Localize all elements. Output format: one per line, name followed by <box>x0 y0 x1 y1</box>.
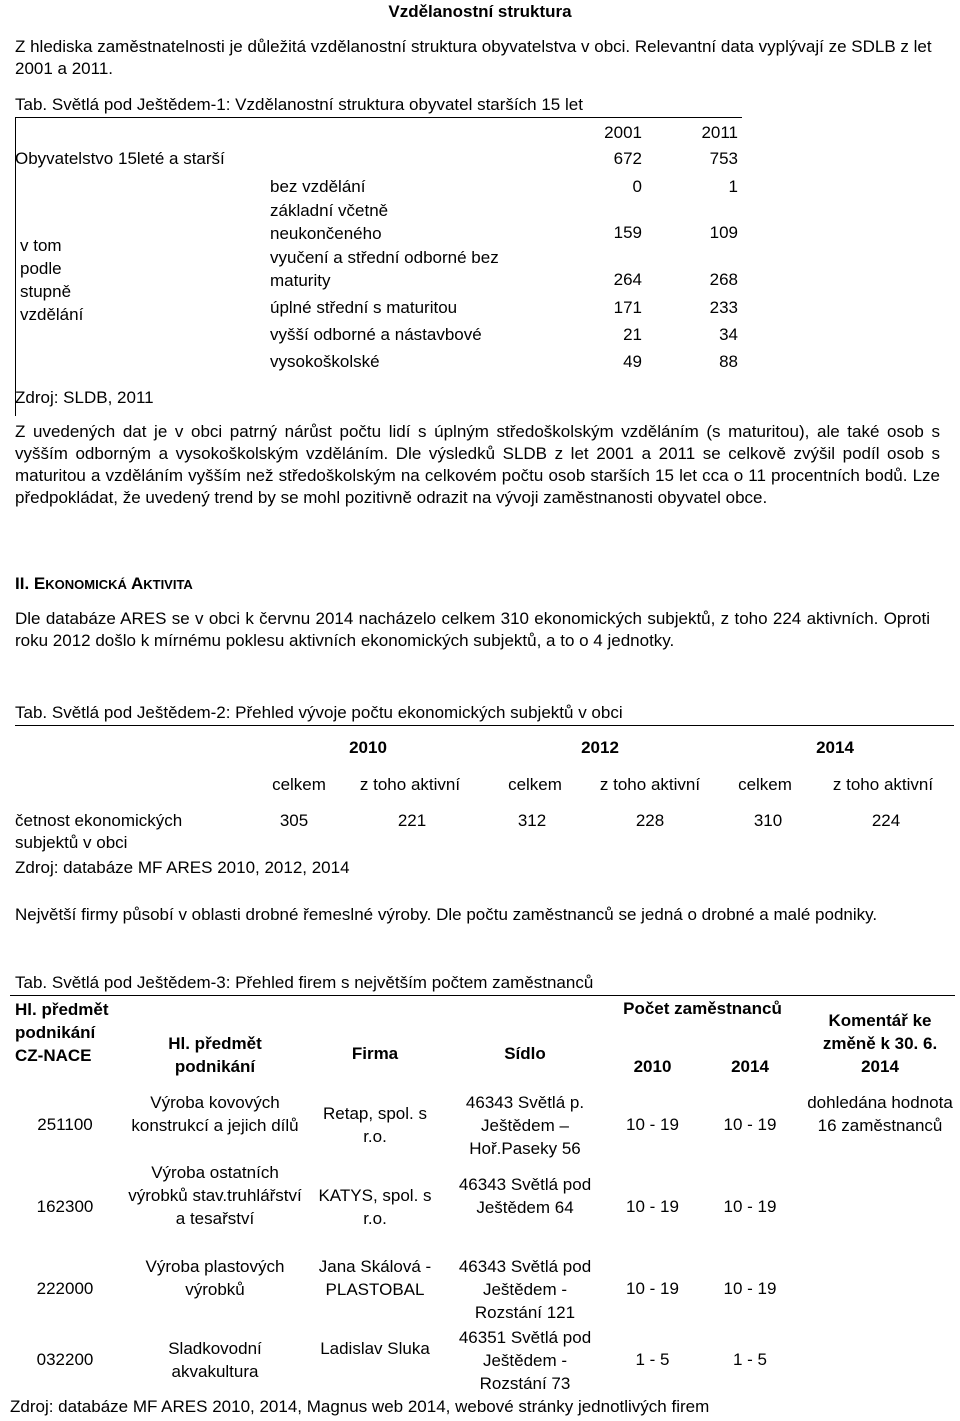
table3-header-firm: Firma <box>351 1044 399 1063</box>
table3-count-2014: 10 - 19 <box>723 1197 777 1216</box>
table1-total-label: Obyvatelstvo 15leté a starší <box>15 149 225 168</box>
section-heading-economic-activity <box>15 573 193 596</box>
intro-paragraph: Z hlediska zaměstnatelnosti je důležitá vzdělanostní struktura obyvatelstva v obci. Relevantní data vyplývají ze SDLB z let 2001 a 2011. <box>15 37 932 78</box>
table1-year-2001: 2001 <box>604 123 642 142</box>
table1-row-2001: 0 <box>632 177 642 196</box>
table1-row-2001: 264 <box>613 270 642 289</box>
table1-row-2001: 159 <box>613 223 642 242</box>
table3-activity: Výroba plastových výrobků <box>145 1257 285 1299</box>
section-letter-e: E <box>33 574 46 593</box>
table1-total-2011: 753 <box>709 149 738 168</box>
table3-activity: Sladkovodní akvakultura <box>168 1339 262 1381</box>
table1-row-label: vysokoškolské <box>270 352 380 371</box>
table3-count-2010: 10 - 19 <box>626 1197 679 1216</box>
table3-code: 032200 <box>36 1350 94 1369</box>
table1-row-label: vyučení a střední odborné bez maturity <box>270 248 499 290</box>
table3-count-2014: 10 - 19 <box>723 1115 777 1134</box>
section-number: II. <box>15 574 30 593</box>
table3-header-comment: Komentář ke změně k 30. 6. 2014 <box>822 1011 938 1076</box>
paragraph-education-trend: Z uvedených dat je v obci patrný nárůst počtu lidí s úplným středoškolským vzděláním (s maturitou), ale také osob s vyšším odborným a vysokoškolským vzděláním. Dle výsledků SLDB z let 2001 a 2011 se celkově zvýšil podíl osob s maturitou a vzděláním vyšším než středoškolským na celkovém počtu osob starších 15 let cca o 11 procentních bodů. Lze předpokládat, že uvedený trend by se mohl pozitivně odrazit na vývoji zaměstnanosti obyvatel obce. <box>15 422 940 507</box>
table3-code: 162300 <box>36 1197 94 1216</box>
table1-source: Zdroj: SLDB, 2011 <box>15 388 154 407</box>
table2-year-2014: 2014 <box>816 738 854 757</box>
table2-value: 312 <box>517 811 547 830</box>
table3-firm: Jana Skálová - PLASTOBAL <box>318 1257 432 1299</box>
table2-subheader: celkem <box>738 775 792 794</box>
table3-caption: Tab. Světlá pod Ještědem-3: Přehled firem s největším počtem zaměstnanců <box>15 973 594 992</box>
table1-row-label: úplné střední s maturitou <box>270 298 458 317</box>
section-word-rest-1: KONOMICKÁ <box>45 577 127 592</box>
table3-seat: 46351 Světlá pod Ještědem - Rozstání 73 <box>458 1328 592 1393</box>
table3-seat: 46343 Světlá pod Ještědem - Rozstání 121 <box>458 1257 592 1322</box>
table3-activity: Výroba ostatních výrobků stav.truhlářství a tesařství <box>128 1163 302 1228</box>
table3-firm: Retap, spol. s r.o. <box>323 1104 427 1146</box>
table2-year-2010: 2010 <box>349 738 387 757</box>
table1-caption: Tab. Světlá pod Ještědem-1: Vzdělanostní struktura obyvatel starších 15 let <box>15 95 583 114</box>
table2-caption: Tab. Světlá pod Ještědem-2: Přehled vývoje počtu ekonomických subjektů v obci <box>15 703 623 722</box>
table3-seat: 46343 Světlá pod Ještědem 64 <box>458 1175 592 1217</box>
table1-row-label: základní včetně neukončeného <box>270 201 389 243</box>
section-letter-a: A <box>130 574 144 593</box>
table3-count-2010: 10 - 19 <box>626 1279 679 1298</box>
table1-row-2011: 109 <box>709 223 738 242</box>
table3-header-2014: 2014 <box>731 1057 769 1076</box>
table3-code: 222000 <box>36 1279 94 1298</box>
table1-row-label: vyšší odborné a nástavbové <box>270 325 482 344</box>
table3-comment: dohledána hodnota 16 zaměstnanců <box>807 1093 953 1135</box>
table3-code: 251100 <box>37 1115 93 1134</box>
table1-year-2011: 2011 <box>701 123 738 142</box>
table3-activity: Výroba kovových konstrukcí a jejich dílů <box>131 1093 299 1135</box>
table2-value: 228 <box>635 811 665 830</box>
table1-row-label: bez vzdělání <box>270 177 366 196</box>
table3-count-2010: 1 - 5 <box>635 1350 670 1369</box>
table1-group-label: v tom podle stupně vzdělání <box>20 236 84 324</box>
table2-value: 224 <box>871 811 901 830</box>
section-word-rest-2: KTIVITA <box>143 577 193 592</box>
table1-top-border <box>15 117 742 118</box>
table3-header-code: Hl. předmět podnikání CZ-NACE <box>15 1000 109 1065</box>
table2-top-border <box>15 725 954 726</box>
table3-seat: 46343 Světlá p. Ještědem – Hoř.Paseky 56 <box>465 1093 585 1158</box>
table3-count-2014: 10 - 19 <box>723 1279 777 1298</box>
table3-header-activity: Hl. předmět podnikání <box>168 1034 262 1076</box>
table1-total-2001: 672 <box>613 149 642 168</box>
table3-count-2014: 1 - 5 <box>732 1350 768 1369</box>
table3-source: Zdroj: databáze MF ARES 2010, 2014, Magnus web 2014, webové stránky jednotlivých firem <box>10 1397 710 1416</box>
table2-value: 221 <box>397 811 427 830</box>
table2-value: 305 <box>279 811 309 830</box>
table1-row-2011: 268 <box>709 270 738 289</box>
page-title: Vzdělanostní struktura <box>388 2 572 21</box>
table2-subheader: z toho aktivní <box>599 775 701 794</box>
table3-top-border <box>10 995 955 996</box>
table3-count-2010: 10 - 19 <box>626 1115 679 1134</box>
table3-firm: Ladislav Sluka <box>320 1339 430 1358</box>
paragraph-ares: Dle databáze ARES se v obci k červnu 2014 nacházelo celkem 310 ekonomických subjektů, z toho 224 aktivních. Oproti roku 2012 došlo k mírnému poklesu aktivních ekonomických subjektů, a to o 4 jednotky. <box>15 609 930 650</box>
table3-header-count: Počet zaměstnanců <box>623 999 782 1018</box>
table1-row-2011: 233 <box>709 298 738 317</box>
table3-header-seat: Sídlo <box>504 1044 546 1063</box>
table2-subheader: z toho aktivní <box>832 775 934 794</box>
table1-row-2001: 171 <box>613 298 642 317</box>
table2-source: Zdroj: databáze MF ARES 2010, 2012, 2014 <box>15 858 350 877</box>
table1-row-2001: 49 <box>623 352 642 371</box>
table1-row-2011: 34 <box>719 325 738 344</box>
table2-subheader: z toho aktivní <box>359 775 461 794</box>
table2-year-2012: 2012 <box>581 738 619 757</box>
table1-row-2001: 21 <box>623 325 642 344</box>
paragraph-largest-firms: Největší firmy působí v oblasti drobné řemeslné výroby. Dle počtu zaměstnanců se jedná o drobné a malé podniky. <box>15 905 878 924</box>
table1-row-2011: 88 <box>719 352 738 371</box>
table3-header-2010: 2010 <box>633 1057 672 1076</box>
table2-subheader: celkem <box>508 775 562 794</box>
table2-subheader: celkem <box>272 775 326 794</box>
table2-value: 310 <box>753 811 783 830</box>
table1-row-2011: 1 <box>728 177 738 196</box>
table2-row-label: četnost ekonomických subjektů v obci <box>15 811 183 852</box>
table3-firm: KATYS, spol. s r.o. <box>318 1186 432 1228</box>
